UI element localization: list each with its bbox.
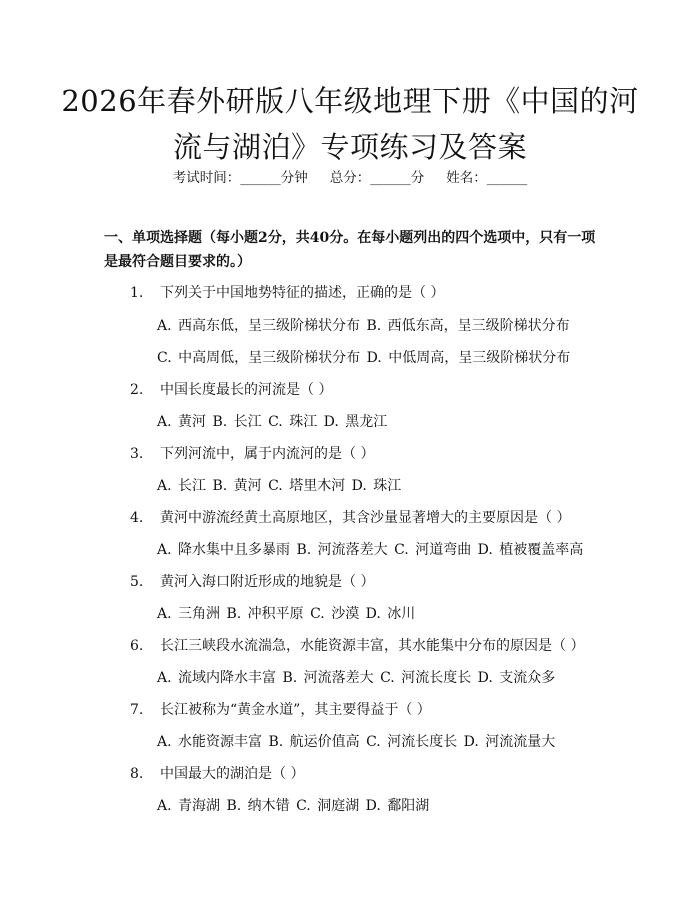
- question-2: [130, 380, 610, 400]
- question-8-options: A. 青海湖 B. 纳木错 C. 洞庭湖 D. 鄱阳湖: [157, 798, 430, 814]
- question-3: [130, 444, 610, 464]
- question-1: [130, 283, 610, 303]
- question-text: 黄河入海口附近形成的地貌是（ ）: [160, 574, 375, 590]
- question-7: [130, 700, 610, 720]
- question-text: 黄河中游流经黄土高原地区，其含沙量显著增大的主要原因是（ ）: [160, 510, 571, 526]
- student-name: 姓名：______: [446, 170, 528, 186]
- question-text: 中国长度最长的河流是（ ）: [160, 382, 333, 398]
- question-text: 长江被称为“黄金水道”，其主要得益于（ ）: [160, 702, 431, 718]
- question-number: 5.: [130, 574, 144, 590]
- question-8: [130, 764, 610, 784]
- question-6-options: A. 流域内降水丰富 B. 河流落差大 C. 河流长度长 D. 支流众多: [157, 670, 556, 686]
- question-number: 1.: [130, 285, 144, 301]
- question-6: [130, 636, 610, 656]
- title-line-2: 流与湖泊》专项练习及答案: [172, 130, 527, 164]
- question-number: 4.: [130, 510, 144, 526]
- question-number: 6.: [130, 638, 144, 654]
- section-heading: [104, 226, 604, 274]
- question-text: 长江三峡段水流湍急，水能资源丰富，其水能集中分布的原因是（ ）: [160, 638, 585, 654]
- question-text: 中国最大的湖泊是（ ）: [160, 766, 305, 782]
- question-text: 下列河流中，属于内流河的是（ ）: [160, 446, 375, 462]
- question-number: 3.: [130, 446, 144, 462]
- exam-info: [0, 168, 700, 188]
- exam-time: 考试时间：______分钟: [172, 170, 308, 186]
- question-text: 下列关于中国地势特征的描述，正确的是（ ）: [160, 285, 445, 301]
- question-7-options: A. 水能资源丰富 B. 航运价值高 C. 河流长度长 D. 河流流量大: [157, 734, 556, 750]
- page-title: [60, 78, 640, 170]
- question-4: [130, 508, 610, 528]
- title-line-1: 2026年春外研版八年级地理下册《中国的河: [61, 84, 639, 118]
- question-3-options: A. 长江 B. 黄河 C. 塔里木河 D. 珠江: [157, 478, 402, 494]
- question-5-options: A. 三角洲 B. 冲积平原 C. 沙漠 D. 冰川: [157, 606, 416, 622]
- question-number: 8.: [130, 766, 144, 782]
- section-heading-line-2: 是最符合题目要求的。）: [104, 254, 251, 270]
- question-2-options: A. 黄河 B. 长江 C. 珠江 D. 黑龙江: [157, 414, 388, 430]
- question-1-options-line-1: A. 西高东低，呈三级阶梯状分布 B. 西低东高，呈三级阶梯状分布: [157, 318, 570, 334]
- question-1-options-line-2: C. 中高周低，呈三级阶梯状分布 D. 中低周高，呈三级阶梯状分布: [157, 350, 571, 366]
- question-number: 2.: [130, 382, 144, 398]
- question-number: 7.: [130, 702, 144, 718]
- exam-score: 总分：______分: [329, 170, 425, 186]
- question-5: [130, 572, 610, 592]
- question-4-options: A. 降水集中且多暴雨 B. 河流落差大 C. 河道弯曲 D. 植被覆盖率高: [157, 542, 584, 558]
- section-heading-line-1: 一、单项选择题（每小题2分，共40分。在每小题列出的四个选项中，只有一项: [104, 230, 596, 246]
